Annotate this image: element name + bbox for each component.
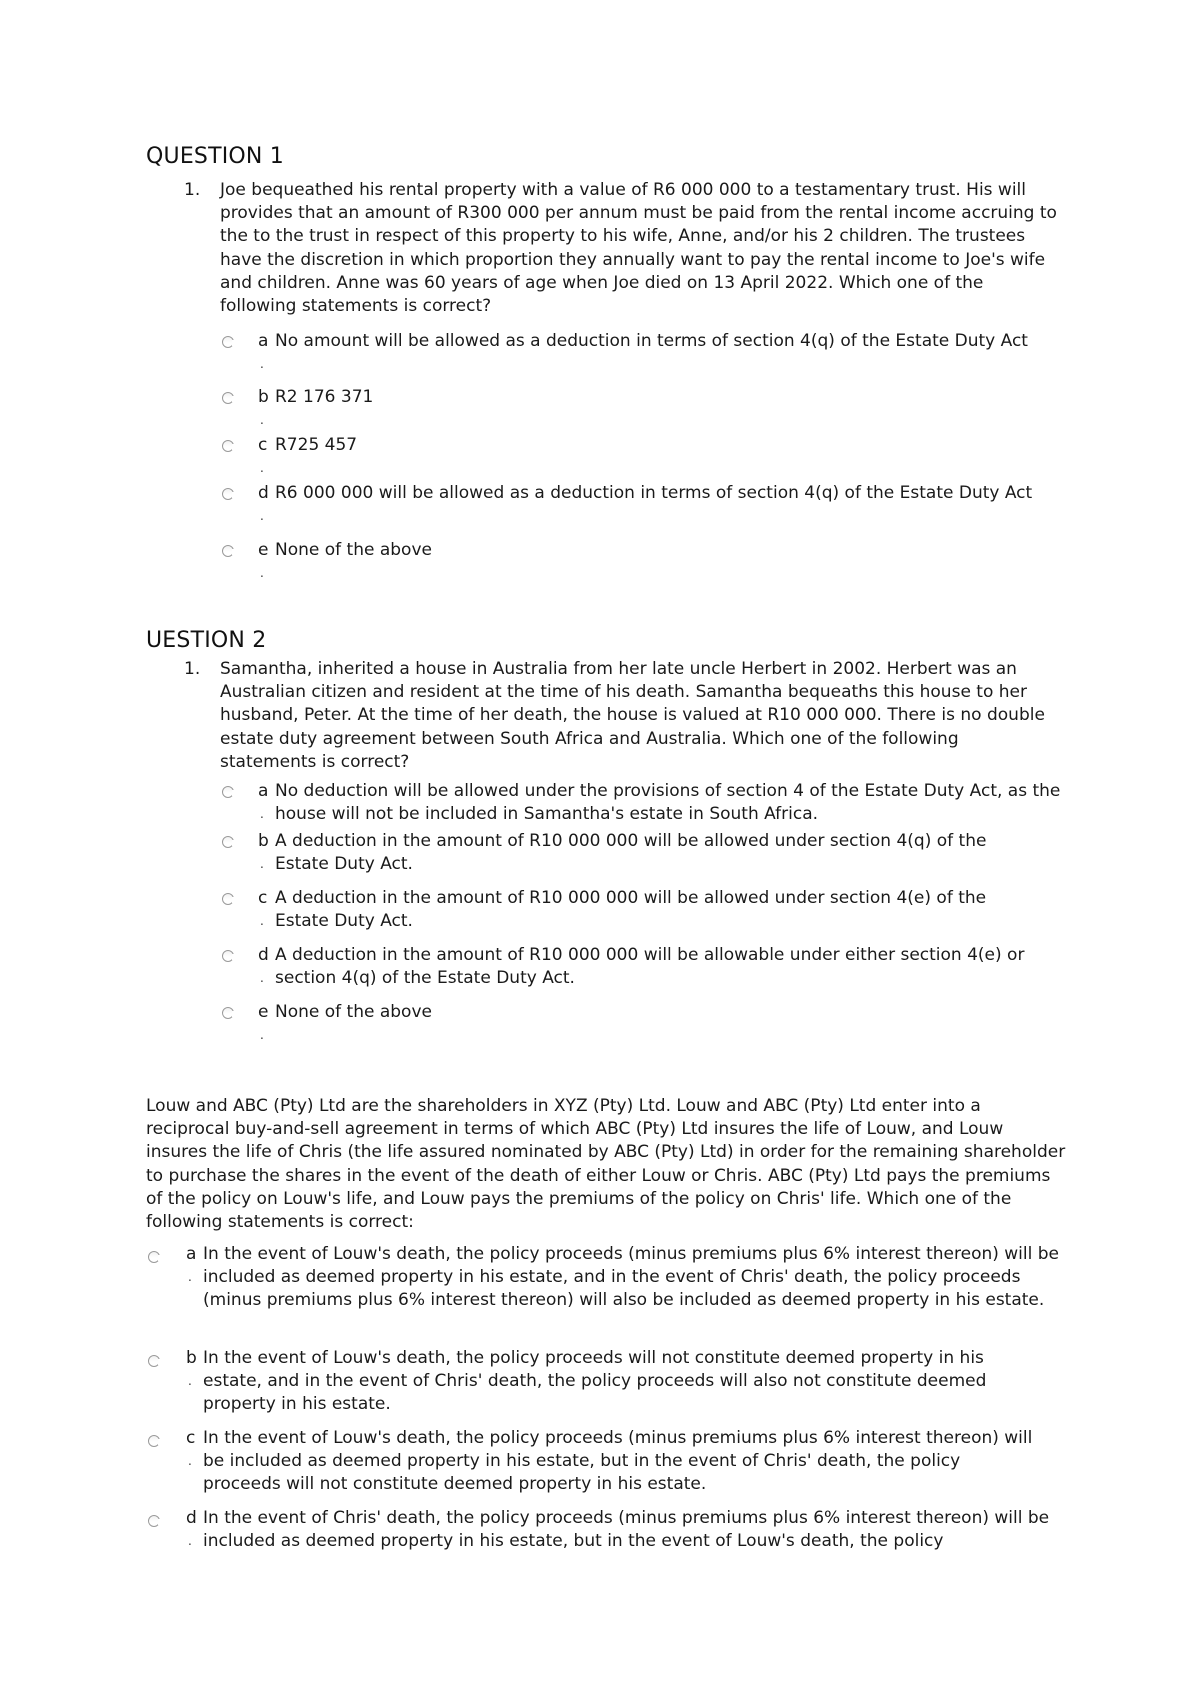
question-3-text: Louw and ABC (Pty) Ltd are the shareholders in XYZ (Pty) Ltd. Louw and ABC (Pty) Ltd enter into a reciprocal buy-and-sell agreement in terms of which ABC (Pty) Ltd insures the life of Louw, and Louw insures the life of Chris (the life assured nominated by ABC (Pty) Ltd) in order for the remaining shareholder to purchase the shares in the event of the death of either Louw or Chris. ABC (Pty) Ltd pays the premiums of the policy on Louw's life, and Louw pays the premiums of the policy on Chris' life. Which one of the following statements is correct:: [146, 1096, 1066, 1233]
option-letter: d: [186, 1508, 197, 1528]
option-dot: .: [260, 357, 264, 371]
radio-icon[interactable]: [222, 950, 234, 962]
option-letter: c: [258, 435, 268, 455]
radio-icon[interactable]: [222, 336, 234, 348]
radio-icon[interactable]: [222, 545, 234, 557]
option-text: A deduction in the amount of R10 000 000 will be allowed under section 4(q) of the Estate Duty Act.: [275, 831, 987, 875]
option-dot: .: [260, 509, 264, 523]
option-text: A deduction in the amount of R10 000 000 will be allowed under section 4(e) of the Estate Duty Act.: [275, 888, 987, 932]
option-dot: .: [260, 413, 264, 427]
option-dot: .: [260, 807, 264, 821]
radio-icon[interactable]: [222, 836, 234, 848]
option-dot: .: [260, 1028, 264, 1042]
option-text: In the event of Louw's death, the policy proceeds (minus premiums plus 6% interest thereon) will be included as deemed property in his estate, and in the event of Chris' death, the policy proceeds (minus premiums plus 6% interest thereon) will also be included as deemed property in his estate.: [203, 1244, 1060, 1311]
radio-icon[interactable]: [222, 440, 234, 452]
radio-icon[interactable]: [222, 893, 234, 905]
option-dot: .: [188, 1374, 192, 1388]
option-dot: .: [260, 566, 264, 580]
option-text: No amount will be allowed as a deduction in terms of section 4(q) of the Estate Duty Act: [275, 331, 1028, 351]
option-text: No deduction will be allowed under the provisions of section 4 of the Estate Duty Act, as the house will not be included in Samantha's estate in South Africa.: [275, 781, 1061, 825]
option-dot: .: [188, 1534, 192, 1548]
option-dot: .: [260, 461, 264, 475]
option-letter: a: [258, 331, 269, 351]
option-letter: e: [258, 540, 269, 560]
option-dot: .: [260, 857, 264, 871]
radio-icon[interactable]: [148, 1515, 160, 1527]
option-letter: c: [258, 888, 268, 908]
question-1-number: 1.: [184, 180, 201, 200]
question-1-text: Joe bequeathed his rental property with a value of R6 000 000 to a testamentary trust. His will provides that an amount of R300 000 per annum must be paid from the rental income accruing to the to the trust in respect of this property to his wife, Anne, and/or his 2 children. The trustees have the discretion in which proportion they annually want to pay the rental income to Joe's wife and children. Anne was 60 years of age when Joe died on 13 April 2022. Which one of the following statements is correct?: [220, 180, 1057, 317]
option-dot: .: [188, 1270, 192, 1284]
question-2-heading: UESTION 2: [146, 628, 267, 653]
option-text: None of the above: [275, 540, 432, 560]
question-2-number: 1.: [184, 659, 201, 679]
option-letter: a: [258, 781, 269, 801]
option-letter: e: [258, 1002, 269, 1022]
radio-icon[interactable]: [222, 392, 234, 404]
option-letter: b: [258, 831, 269, 851]
option-dot: .: [260, 971, 264, 985]
option-text: In the event of Louw's death, the policy proceeds (minus premiums plus 6% interest thereon) will be included as deemed property in his estate, but in the event of Chris' death, the policy proceeds will not constitute deemed property in his estate.: [203, 1428, 1033, 1495]
option-text: None of the above: [275, 1002, 432, 1022]
option-text: R725 457: [275, 435, 358, 455]
option-text: In the event of Louw's death, the policy proceeds will not constitute deemed property in his estate, and in the event of Chris' death, the policy proceeds will also not constitute deemed property in his estate.: [203, 1348, 987, 1415]
radio-icon[interactable]: [222, 1007, 234, 1019]
option-letter: c: [186, 1428, 196, 1448]
radio-icon[interactable]: [222, 786, 234, 798]
radio-icon[interactable]: [222, 488, 234, 500]
option-letter: d: [258, 483, 269, 503]
radio-icon[interactable]: [148, 1251, 160, 1263]
option-dot: .: [260, 914, 264, 928]
option-text: In the event of Chris' death, the policy proceeds (minus premiums plus 6% interest thereon) will be included as deemed property in his estate, but in the event of Louw's death, the policy: [203, 1508, 1050, 1552]
radio-icon[interactable]: [148, 1355, 160, 1367]
option-letter: b: [258, 387, 269, 407]
option-text: A deduction in the amount of R10 000 000 will be allowable under either section 4(e) or section 4(q) of the Estate Duty Act.: [275, 945, 1025, 989]
question-1-heading: QUESTION 1: [146, 144, 284, 169]
option-dot: .: [188, 1454, 192, 1468]
question-2-text: Samantha, inherited a house in Australia from her late uncle Herbert in 2002. Herbert was an Australian citizen and resident at the time of his death. Samantha bequeaths this house to her husband, Peter. At the time of her death, the house is valued at R10 000 000. There is no double estate duty agreement between South Africa and Australia. Which one of the following statements is correct?: [220, 659, 1045, 772]
option-letter: d: [258, 945, 269, 965]
option-letter: a: [186, 1244, 197, 1264]
radio-icon[interactable]: [148, 1435, 160, 1447]
option-text: R6 000 000 will be allowed as a deduction in terms of section 4(q) of the Estate Duty Act: [275, 483, 1033, 503]
option-text: R2 176 371: [275, 387, 374, 407]
option-letter: b: [186, 1348, 197, 1368]
